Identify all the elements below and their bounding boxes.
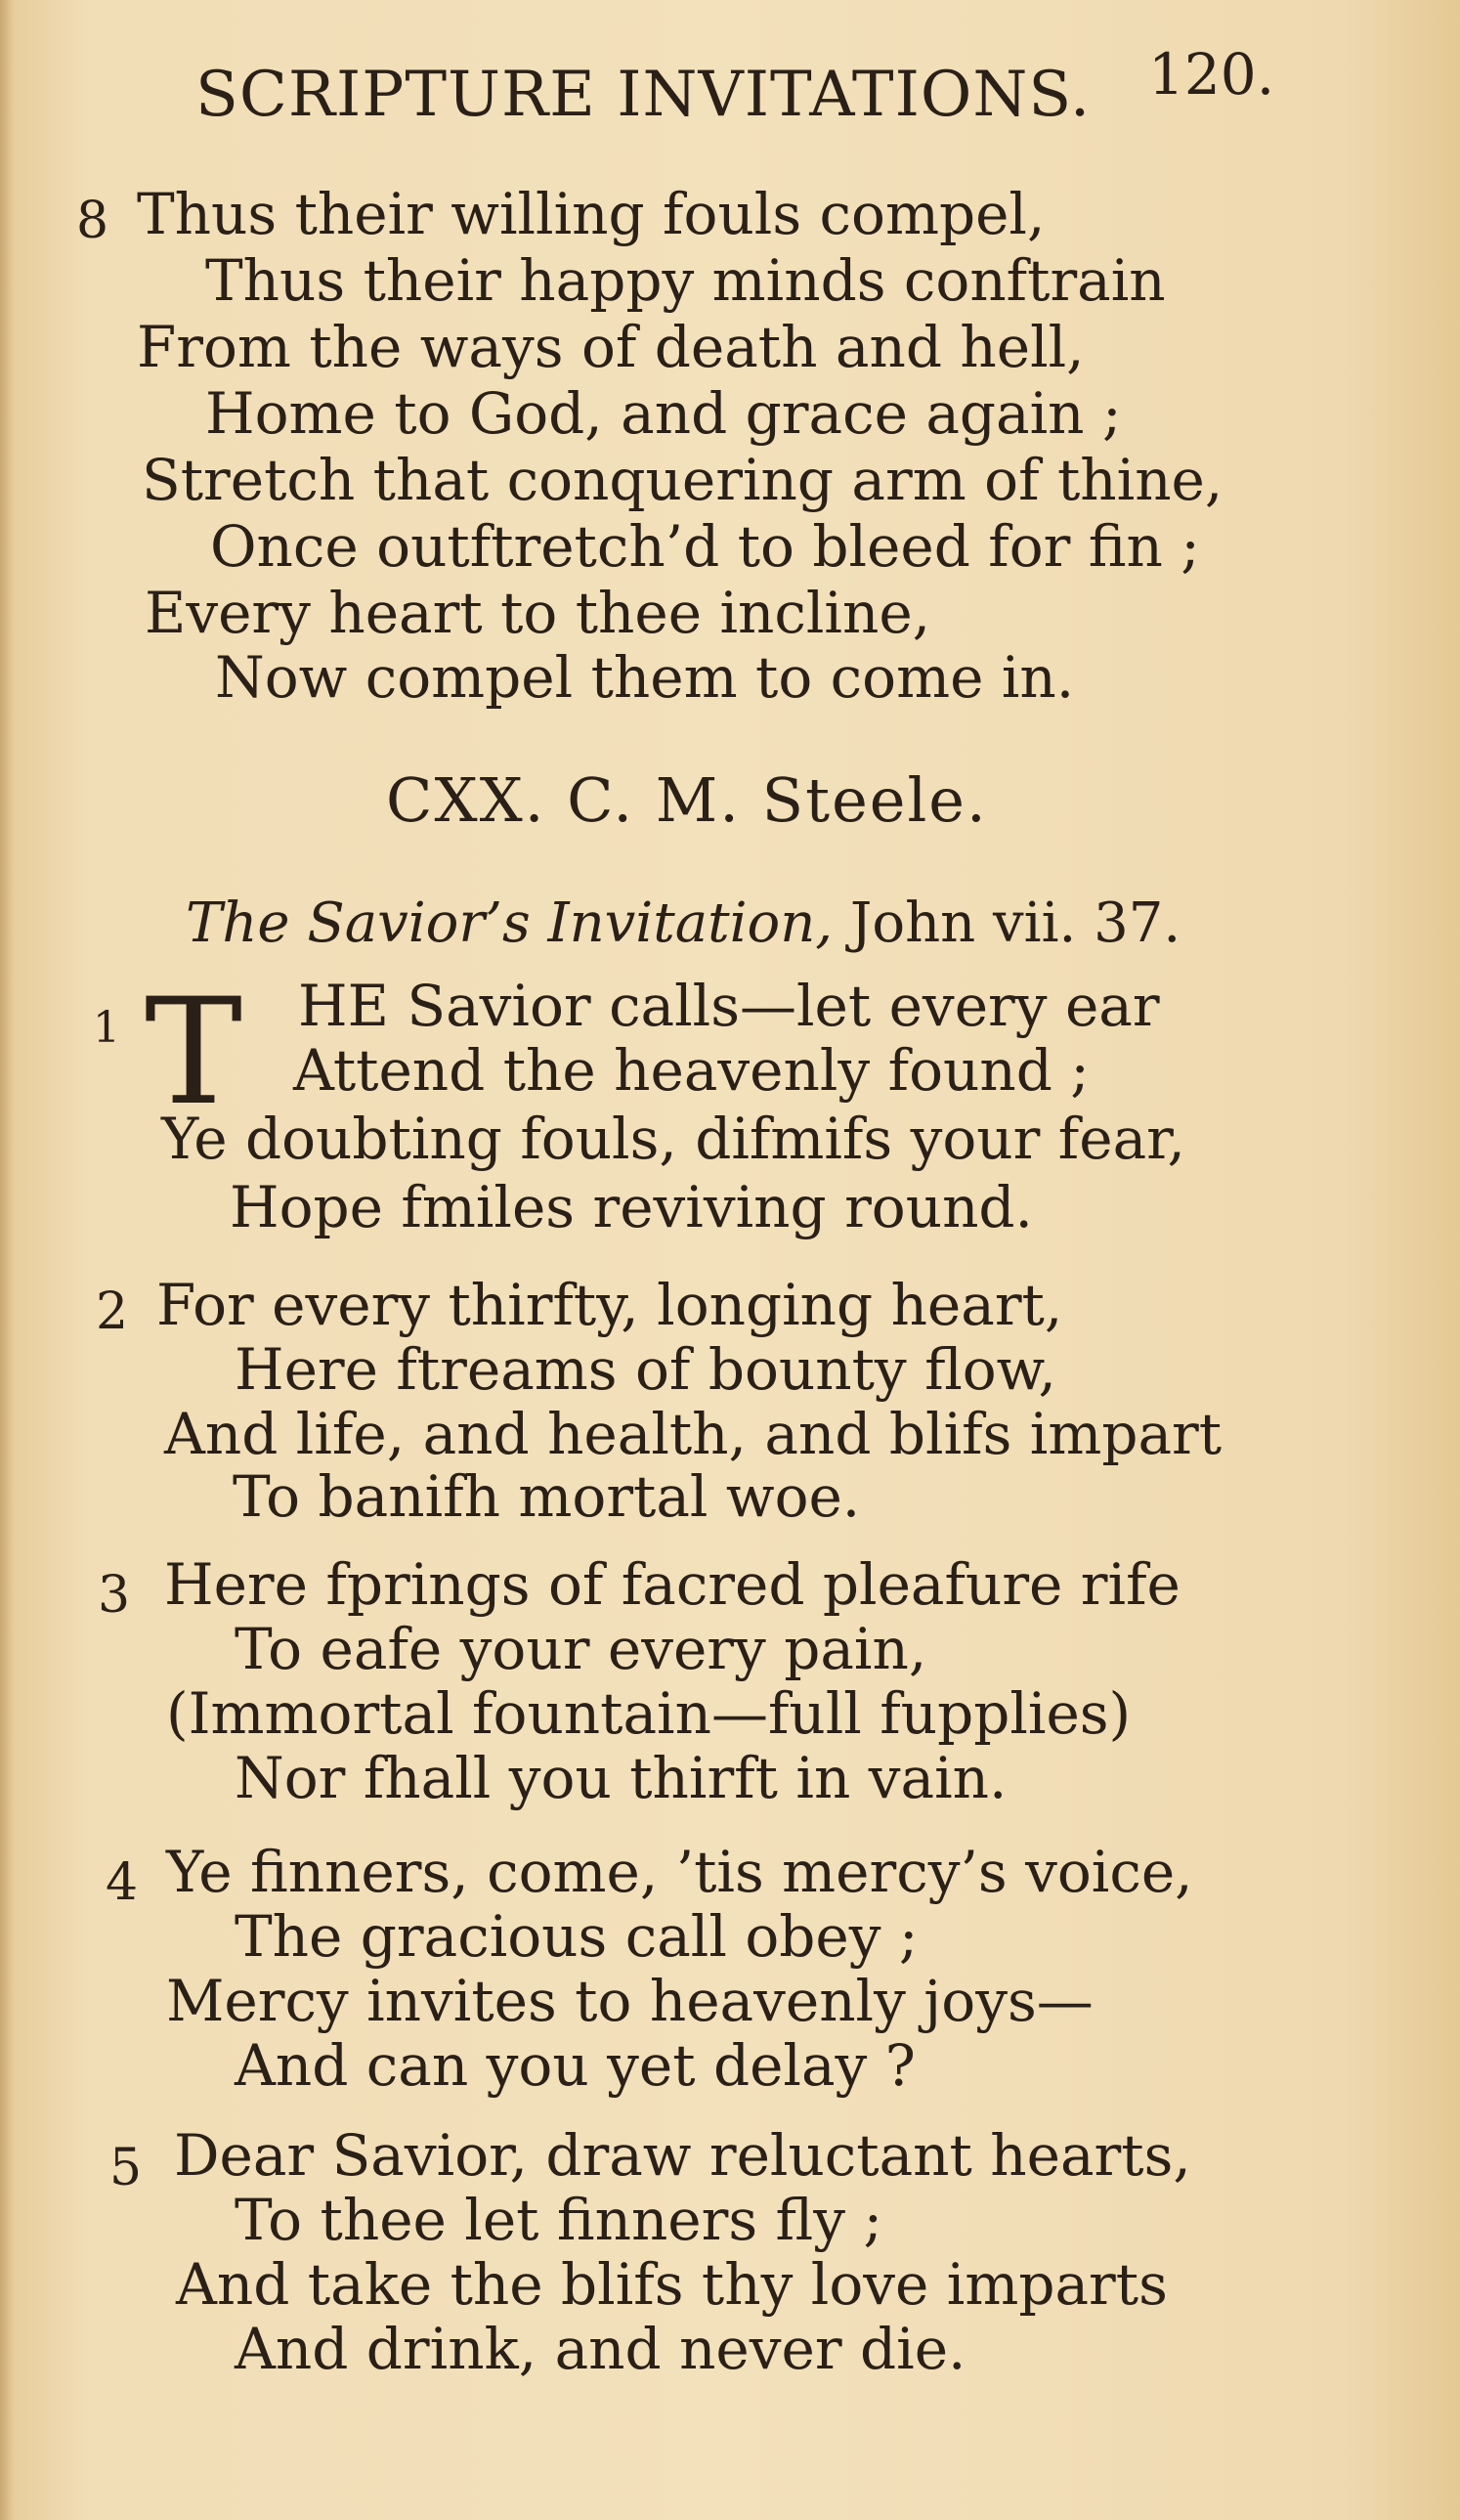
verse-line: Thus their willing fouls compel, [137,181,1046,247]
verse-line: Attend the heavenly found ; [293,1037,1090,1104]
verse-line: For every thirfty, longing heart, [156,1272,1063,1338]
verse-line: Ye finners, come, ’tis mercy’s voice, [166,1839,1193,1905]
verse-line: Now compel them to come in. [215,644,1075,711]
stanza-number: 8 [76,192,109,250]
verse-line: And can you yet delay ? [235,2032,916,2099]
verse-line: The gracious call obey ; [235,1903,919,1970]
stanza-number: 5 [109,2139,143,2197]
verse-line: Stretch that conquering arm of thine, [142,447,1224,513]
hymn-heading: CXX. C. M. Steele. [386,764,988,836]
drop-cap: T [145,968,243,1138]
verse-line: Here ftreams of bounty flow, [235,1336,1056,1403]
stanza-number: 2 [96,1282,129,1341]
verse-line: And life, and health, and blifs impart [164,1401,1223,1467]
verse-line: Home to God, and grace again ; [205,380,1122,447]
verse-line: Every heart to thee incline, [145,580,931,646]
verse-line: And drink, and never die. [235,2316,966,2382]
subtitle-title: The Savior’s Invitation, [186,891,834,955]
verse-line: Once outftretch’d to bleed for fin ; [210,513,1200,580]
stanza-number: 3 [98,1566,131,1625]
stanza-number: 4 [106,1853,139,1912]
verse-line: Thus their happy minds conftrain [205,247,1166,314]
verse-line: Mercy invites to heavenly joys— [166,1968,1094,2034]
stanza-number: 1 [93,1003,120,1053]
verse-line: To banifh mortal woe. [233,1463,861,1530]
subtitle-reference: John vii. 37. [849,891,1181,955]
running-title: SCRIPTURE INVITATIONS. [195,59,1092,131]
page-number: 120. [1148,41,1275,108]
verse-line: To thee let finners fly ; [235,2187,882,2253]
verse-line: Dear Savior, draw reluctant hearts, [174,2122,1191,2189]
verse-line: Nor fhall you thirft in vain. [235,1745,1008,1811]
verse-line: Hope fmiles reviving round. [230,1174,1033,1240]
verse-line: HE Savior calls—let every ear [298,973,1160,1039]
verse-line: And take the blifs thy love imparts [176,2251,1168,2318]
verse-line: To eafe your every pain, [235,1616,927,1682]
verse-line: Here fprings of facred pleafure rife [164,1551,1181,1618]
verse-line: From the ways of death and hell, [137,314,1085,380]
hymn-subtitle [186,891,1181,955]
verse-line: (Immortal fountain—full fupplies) [166,1680,1132,1747]
verse-line: Ye doubting fouls, difmifs your fear, [161,1106,1185,1172]
